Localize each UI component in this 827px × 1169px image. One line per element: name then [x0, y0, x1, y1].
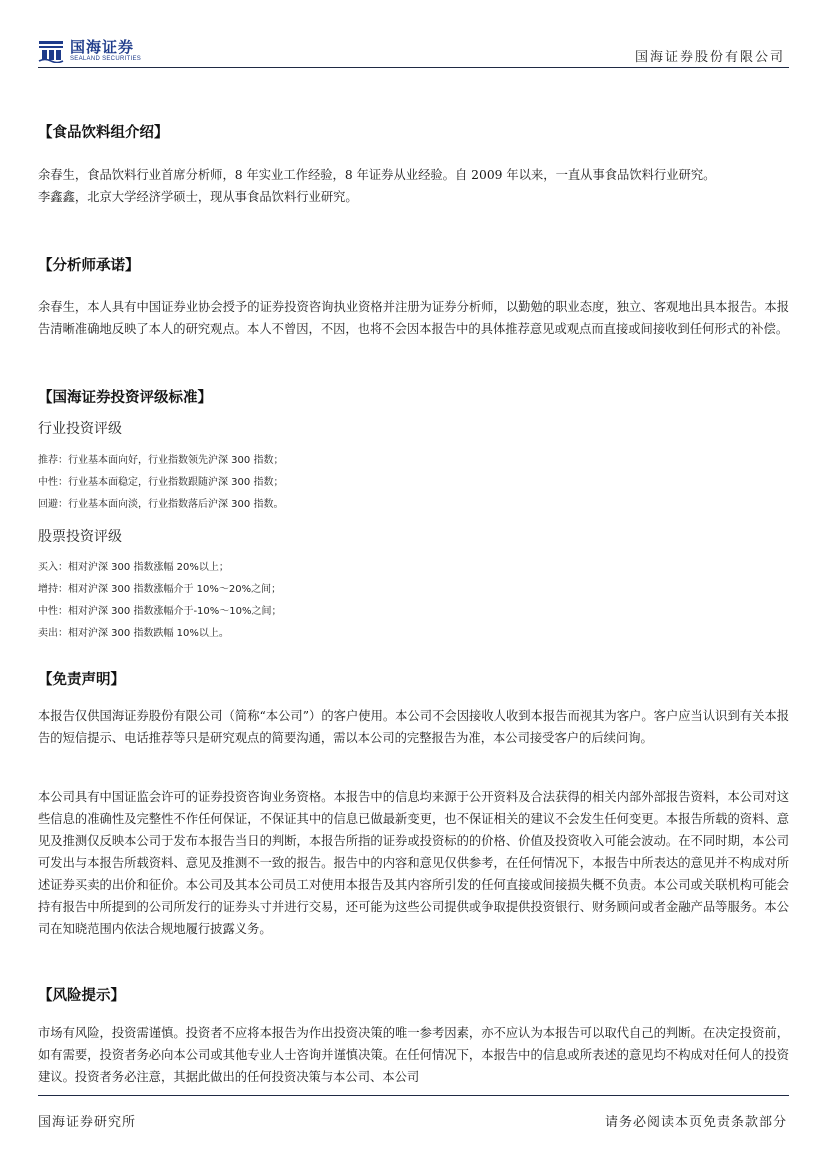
industry-rating-item: 推荐：行业基本面向好，行业指数领先沪深 300 指数；	[38, 455, 284, 466]
section-title-rating: 【国海证券投资评级标准】	[38, 390, 212, 406]
logo-english-name: SEALAND SECURITIES	[70, 55, 142, 62]
team-intro	[38, 164, 789, 208]
risk-text: 市场有风险，投资需谨慎。投资者不应将本报告为作出投资决策的唯一参考因素，亦不应认为本报告可以取代自己的判断。在决定投资前，如有需要，投资者务必向本公司或其他专业人士咨询并谨慎决策。在任何情况下，本报告中的信息或所表述的意见均不构成对任何人的投资建议。投资者务必注意，其据此做出的任何投资决策与本公司、本公司	[38, 1026, 789, 1084]
footer-notice: 请务必阅读本页免责条款部分	[604, 1115, 787, 1130]
section-title-pledge: 【分析师承诺】	[38, 258, 140, 274]
stock-rating-item: 卖出：相对沪深 300 指数跌幅 10%以上。	[38, 628, 229, 639]
stock-rating-item: 买入：相对沪深 300 指数涨幅 20%以上；	[38, 562, 229, 573]
team-member-2: 李鑫鑫，北京大学经济学硕士，现从事食品饮料行业研究。	[38, 190, 358, 204]
industry-rating-item: 回避：行业基本面向淡，行业指数落后沪深 300 指数。	[38, 499, 284, 510]
section-title-risk: 【风险提示】	[38, 988, 125, 1004]
team-member-1: 余春生，食品饮料行业首席分析师，8 年实业工作经验，8 年证券从业经验。自 2009 年以来，一直从事食品饮料行业研究。	[38, 168, 716, 182]
disclaimer-paragraph-2: 本公司具有中国证监会许可的证券投资咨询业务资格。本报告中的信息均来源于公开资料及合法获得的相关内部外部报告资料，本公司对这些信息的准确性及完整性不作任何保证，不保证其中的信息已做最新变更，也不保证相关的建议不会发生任何变更。本报告所载的资料、意见及推测仅反映本公司于发布本报告当日的判断，本报告所指的证券或投资标的的价格、价值及投资收入可能会波动。在不同时期，本公司可发出与本报告所载资料、意见及推测不一致的报告。报告中的内容和意见仅供参考，在任何情况下，本报告中所表达的意见并不构成对所述证券买卖的出价和征价。本公司及其本公司员工对使用本报告及其内容所引发的任何直接或间接损失概不负责。本公司或关联机构可能会持有报告中所提到的公司所发行的证券头寸并进行交易，还可能为这些公司提供或争取提供投资银行、财务顾问或者金融产品等服务。本公司在知晓范围内依法合规地履行披露义务。	[38, 790, 789, 936]
industry-rating-title: 行业投资评级	[38, 421, 122, 437]
stock-rating-list	[38, 557, 282, 645]
logo-chinese-name: 国海证券	[70, 37, 135, 56]
page-header	[0, 0, 827, 70]
stock-rating-item: 中性：相对沪深 300 指数涨幅介于-10%～10%之间；	[38, 606, 282, 617]
industry-rating-item: 中性：行业基本面稳定，行业指数跟随沪深 300 指数；	[38, 477, 284, 488]
footer-divider	[38, 1095, 789, 1096]
section-title-team: 【食品饮料组介绍】	[38, 125, 169, 141]
company-logo	[38, 38, 141, 64]
header-divider	[38, 67, 789, 68]
disclaimer-paragraph-1: 本报告仅供国海证券股份有限公司（简称“本公司”）的客户使用。本公司不会因接收人收到本报告而视其为客户。客户应当认识到有关本报告的短信提示、电话推荐等只是研究观点的简要沟通，需以本公司的完整报告为准，本公司接受客户的后续问询。	[38, 709, 789, 745]
stock-rating-title: 股票投资评级	[38, 529, 122, 545]
company-name: 国海证券股份有限公司	[634, 50, 785, 65]
footer-institute: 国海证券研究所	[38, 1115, 137, 1130]
section-title-disclaimer: 【免责声明】	[38, 672, 125, 688]
pledge-text: 余春生，本人具有中国证券业协会授予的证券投资咨询执业资格并注册为证券分析师，以勤勉的职业态度，独立、客观地出具本报告。本报告清晰准确地反映了本人的研究观点。本人不曾因，不因，也将不会因本报告中的具体推荐意见或观点而直接或间接收到任何形式的补偿。	[38, 300, 789, 336]
industry-rating-list	[38, 450, 283, 516]
stock-rating-item: 增持：相对沪深 300 指数涨幅介于 10%～20%之间；	[38, 584, 282, 595]
sealand-logo-icon	[38, 39, 64, 63]
